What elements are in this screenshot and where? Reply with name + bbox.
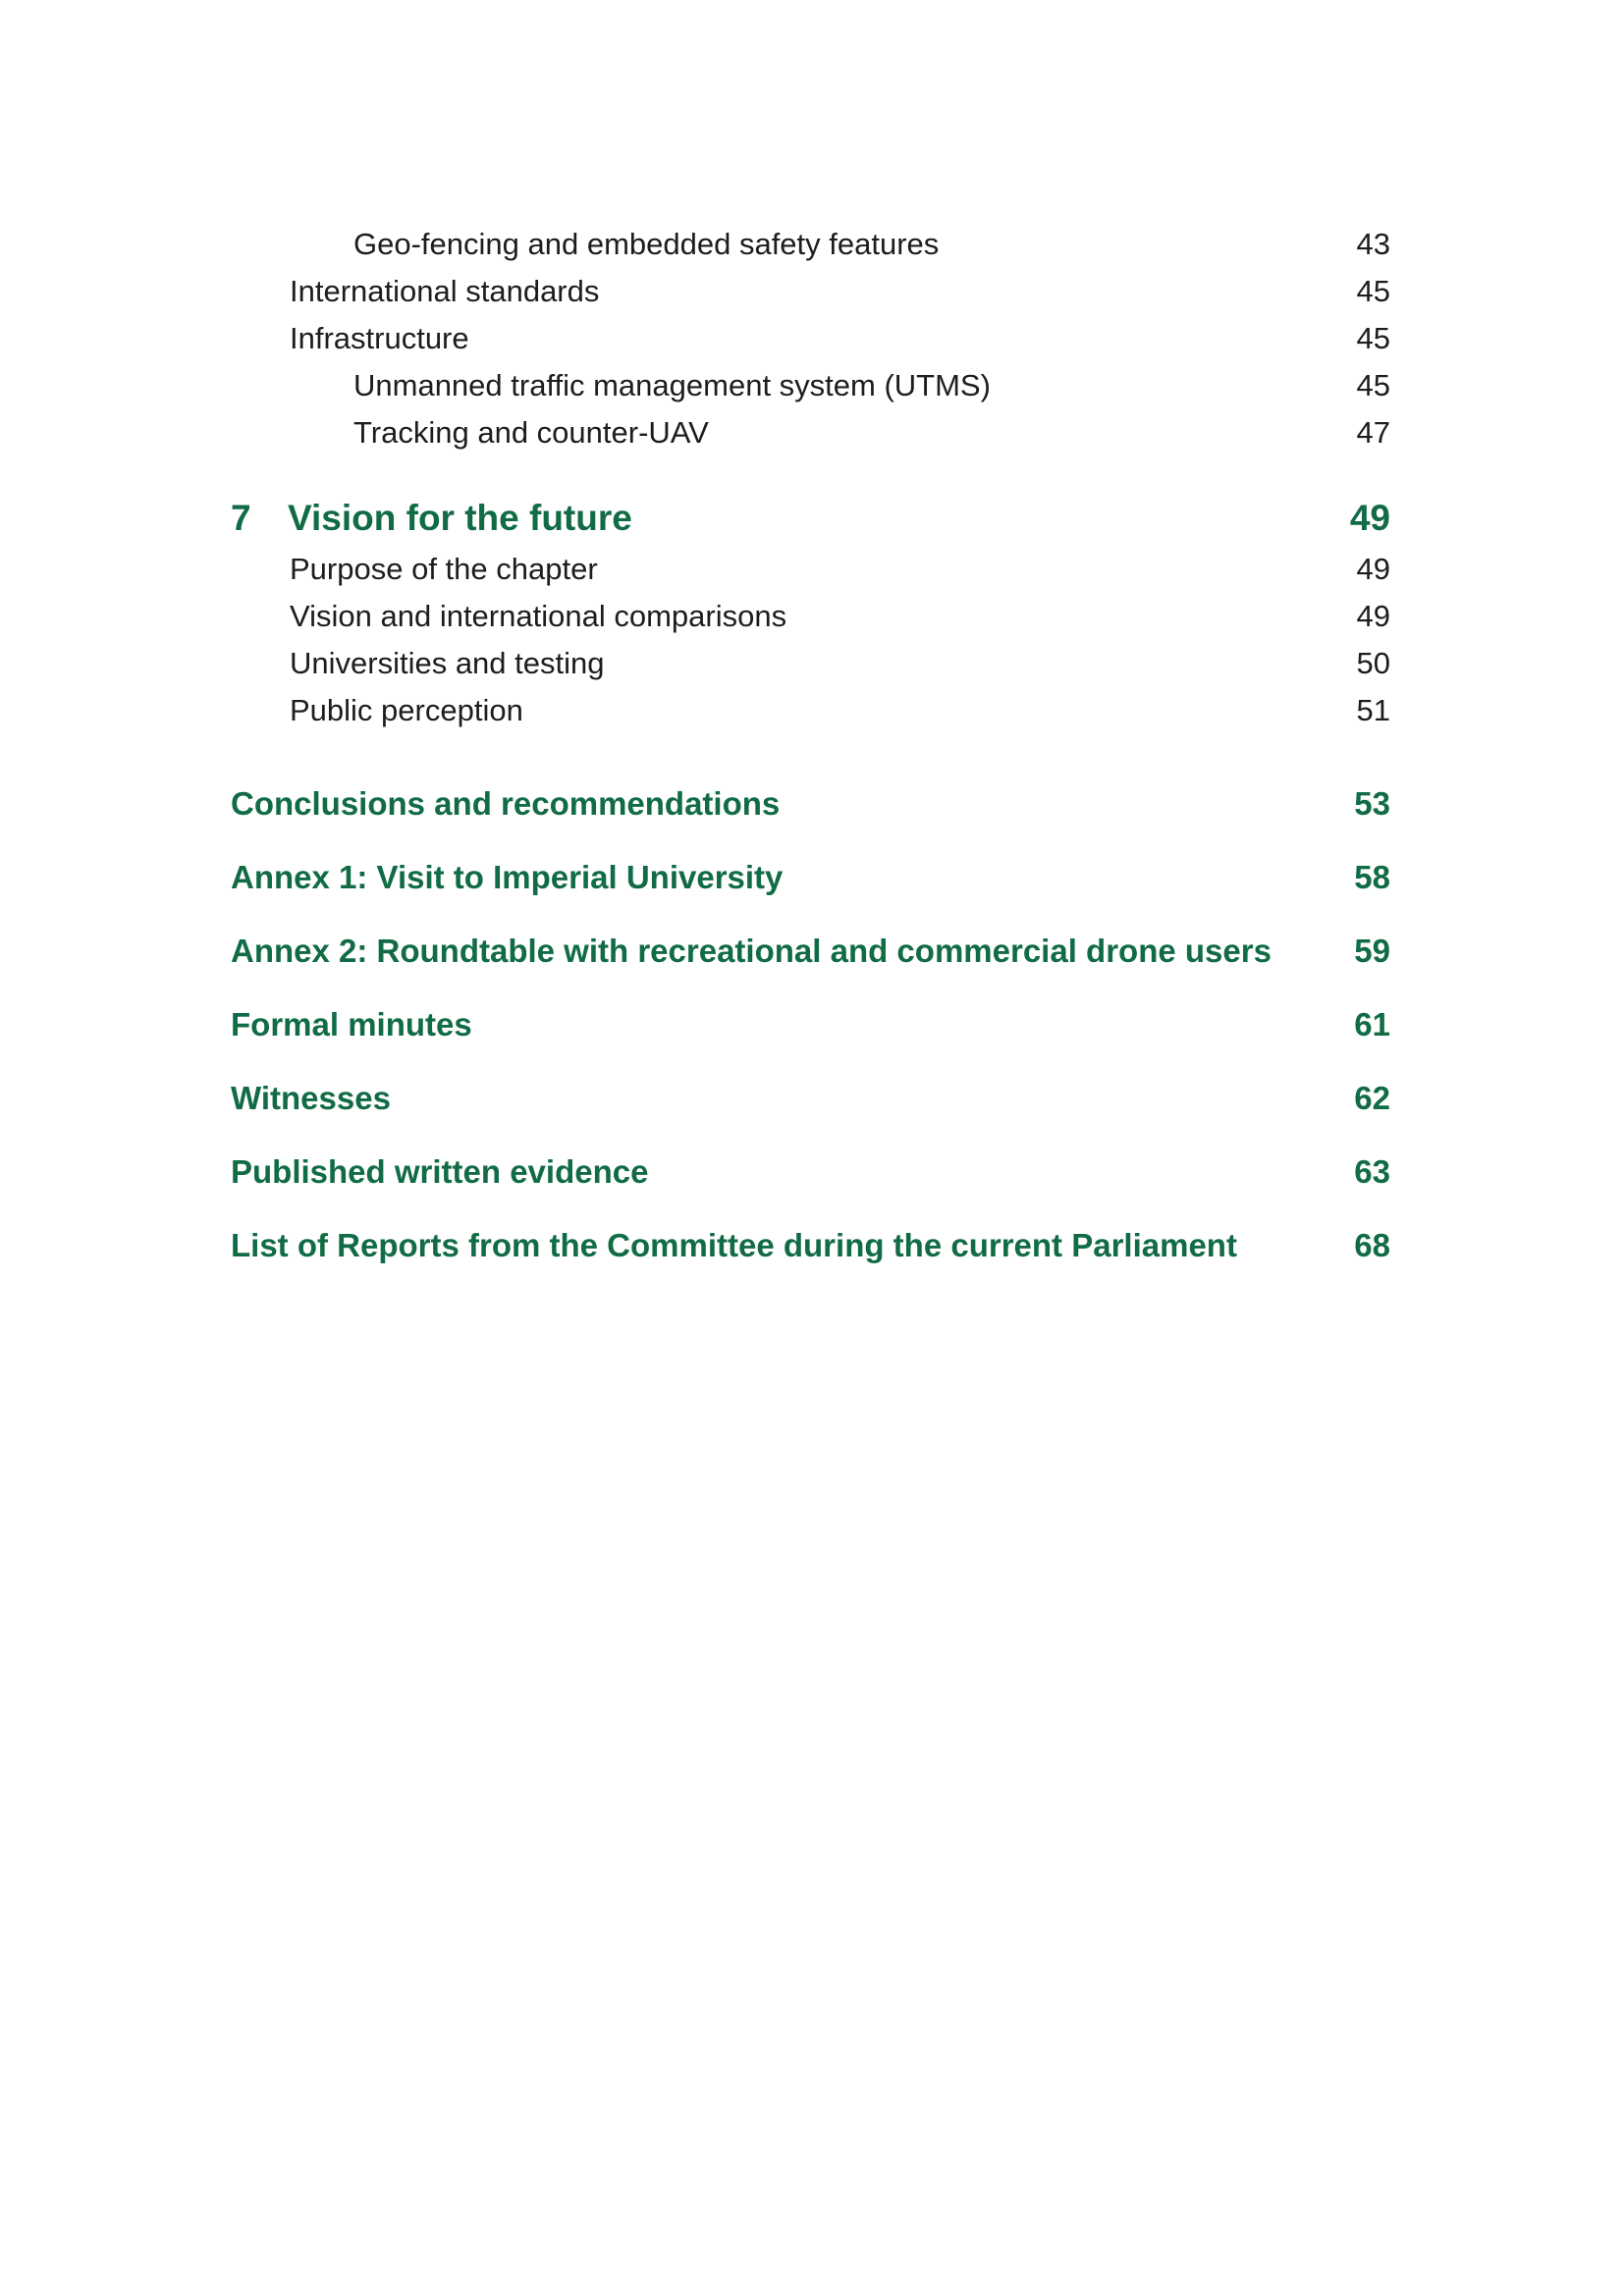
toc-entry[interactable]: [231, 491, 1390, 546]
toc-entry-page-number: 68: [1354, 1227, 1390, 1263]
toc-entry-label: Unmanned traffic management system (UTMS): [353, 368, 991, 402]
toc-entry[interactable]: [231, 840, 1390, 914]
toc-entry[interactable]: [231, 409, 1390, 456]
toc-entry[interactable]: [231, 315, 1390, 362]
toc-entry-page-number: 61: [1354, 1006, 1390, 1042]
toc-entry-label: Geo-fencing and embedded safety features: [353, 227, 940, 261]
toc-entry-label: Annex 2: Roundtable with recreational and commercial drone users: [231, 933, 1272, 969]
toc-entry-page-number: 49: [1349, 498, 1390, 538]
toc-entry-label: List of Reports from the Committee during the current Parliament: [231, 1227, 1237, 1263]
toc-entry-label: Public perception: [290, 693, 523, 727]
toc-entry-page-number: 51: [1356, 693, 1390, 727]
toc-entry-label: Infrastructure: [290, 321, 469, 355]
toc-entry[interactable]: [231, 1208, 1390, 1282]
toc-chapter-number: 7: [231, 498, 251, 538]
toc-entry-page-number: 50: [1356, 646, 1390, 680]
toc-entry[interactable]: [231, 268, 1390, 315]
toc-entry[interactable]: [231, 767, 1390, 840]
toc-entry-label: Published written evidence: [231, 1153, 649, 1190]
toc-entry-page-number: 53: [1354, 785, 1390, 822]
toc-entry[interactable]: [231, 1135, 1390, 1208]
toc-entry-page-number: 45: [1356, 368, 1390, 402]
toc-entry-label: Witnesses: [231, 1080, 391, 1116]
toc-entry[interactable]: [231, 640, 1390, 687]
toc-entry-label: Universities and testing: [290, 646, 605, 680]
toc-entry-page-number: 47: [1356, 415, 1390, 450]
toc-entry-page-number: 58: [1354, 859, 1390, 895]
toc-entry-page-number: 45: [1356, 274, 1390, 308]
toc-entry-label: Vision for the future: [288, 498, 632, 538]
toc-entry[interactable]: [231, 221, 1390, 268]
toc-entry-page-number: 49: [1356, 552, 1390, 586]
toc-entry-label: Conclusions and recommendations: [231, 785, 781, 822]
toc-entry-page-number: 43: [1356, 227, 1390, 261]
table-of-contents: [231, 221, 1390, 1282]
toc-entry-page-number: 59: [1354, 933, 1390, 969]
toc-entry[interactable]: [231, 362, 1390, 409]
toc-entry-page-number: 45: [1356, 321, 1390, 355]
toc-entry-page-number: 62: [1354, 1080, 1390, 1116]
toc-entry[interactable]: [231, 1061, 1390, 1135]
toc-entry[interactable]: [231, 593, 1390, 640]
toc-entry-page-number: 49: [1356, 599, 1390, 633]
toc-entry[interactable]: [231, 546, 1390, 593]
toc-entry-page-number: 63: [1354, 1153, 1390, 1190]
toc-entry[interactable]: [231, 988, 1390, 1061]
toc-entry-label: Purpose of the chapter: [290, 552, 598, 586]
toc-entry-label: Vision and international comparisons: [290, 599, 787, 633]
toc-entry[interactable]: [231, 687, 1390, 734]
toc-entry-label: International standards: [290, 274, 600, 308]
toc-entry-label: Formal minutes: [231, 1006, 472, 1042]
toc-entry-label: Annex 1: Visit to Imperial University: [231, 859, 784, 895]
toc-entry-label: Tracking and counter-UAV: [353, 415, 709, 450]
toc-entry[interactable]: [231, 914, 1390, 988]
